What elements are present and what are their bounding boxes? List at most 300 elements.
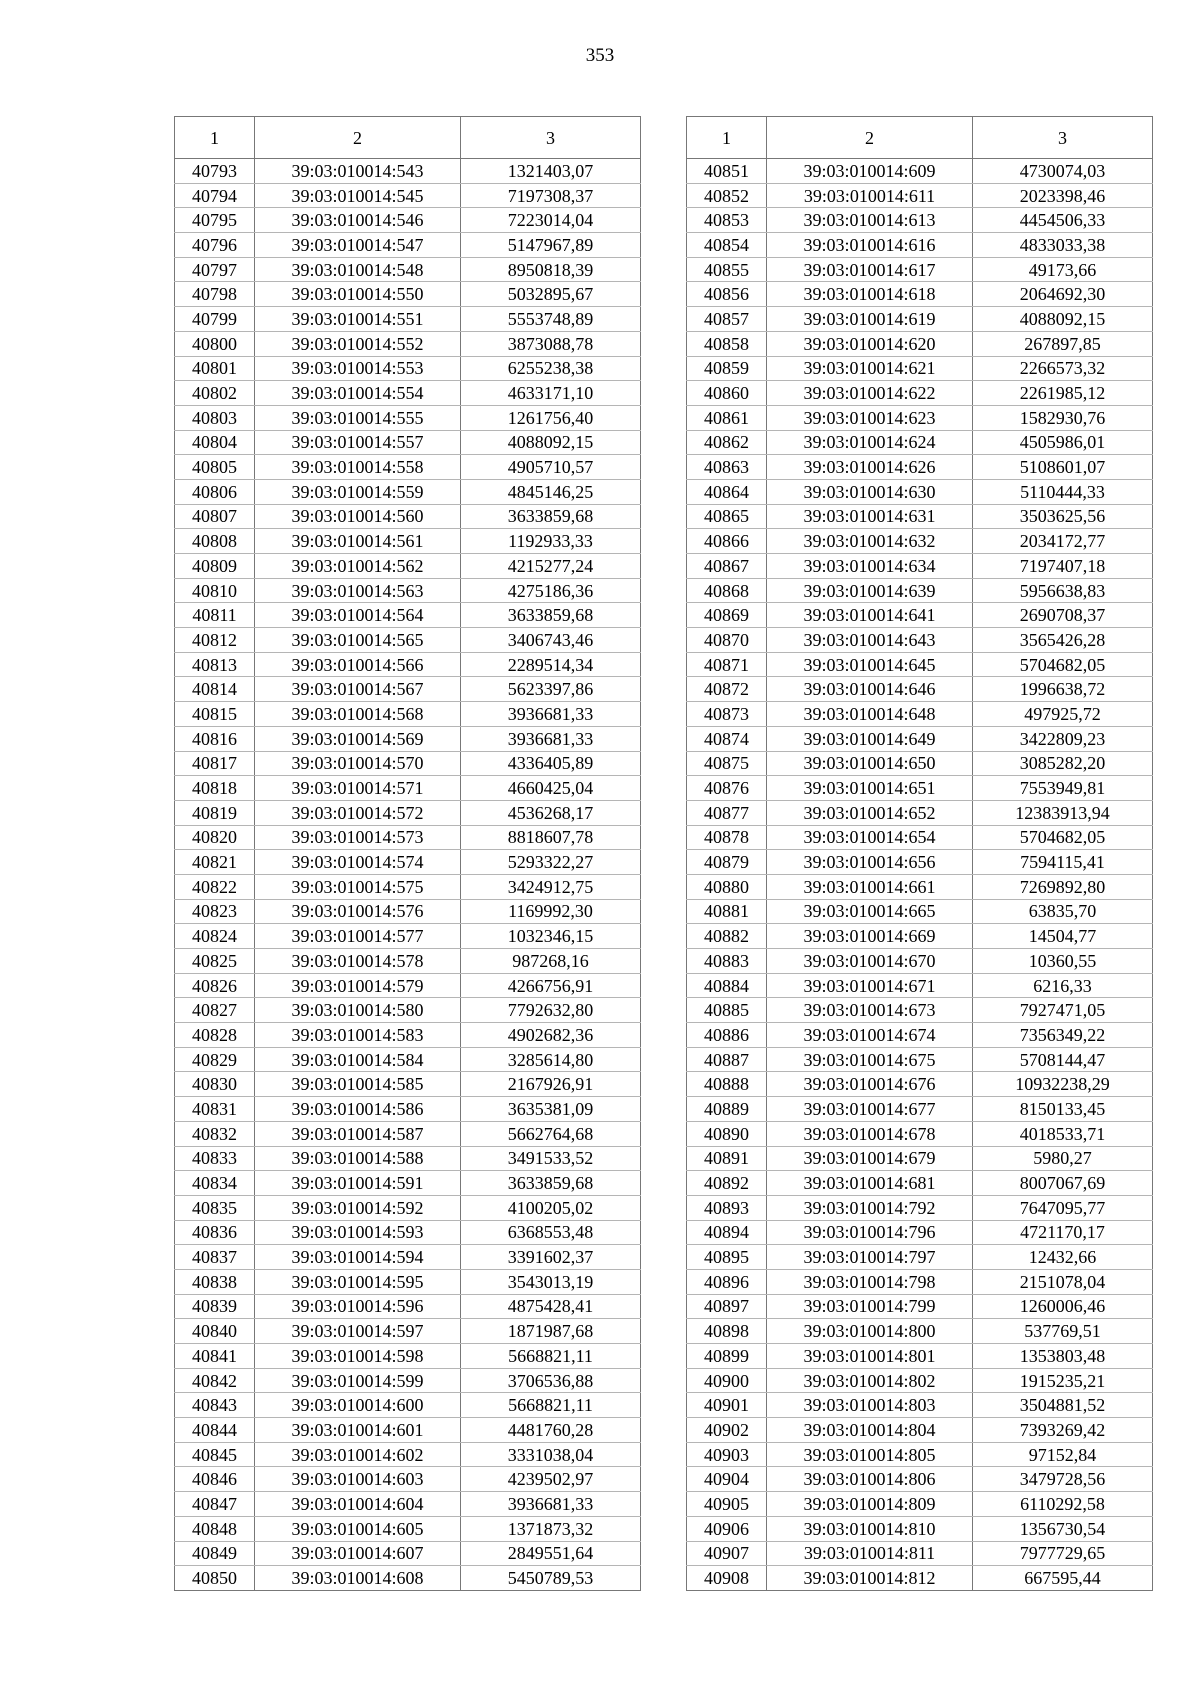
row-number-cell: 40845 bbox=[175, 1442, 255, 1467]
value-cell: 5293322,27 bbox=[461, 850, 641, 875]
value-cell: 3936681,33 bbox=[461, 726, 641, 751]
cadastral-number-cell: 39:03:010014:569 bbox=[255, 726, 461, 751]
value-cell: 14504,77 bbox=[973, 924, 1153, 949]
row-number-cell: 40884 bbox=[687, 973, 767, 998]
value-cell: 8818607,78 bbox=[461, 825, 641, 850]
row-number-cell: 40891 bbox=[687, 1146, 767, 1171]
table-row bbox=[687, 1146, 1153, 1171]
cadastral-number-cell: 39:03:010014:607 bbox=[255, 1541, 461, 1566]
table-row bbox=[687, 751, 1153, 776]
cadastral-number-cell: 39:03:010014:654 bbox=[767, 825, 973, 850]
table-row bbox=[175, 1171, 641, 1196]
table-row bbox=[175, 1097, 641, 1122]
table-row bbox=[175, 208, 641, 233]
value-cell: 7197407,18 bbox=[973, 554, 1153, 579]
cadastral-number-cell: 39:03:010014:631 bbox=[767, 504, 973, 529]
row-number-cell: 40856 bbox=[687, 282, 767, 307]
value-cell: 7393269,42 bbox=[973, 1418, 1153, 1443]
table-row bbox=[687, 850, 1153, 875]
value-cell: 3543013,19 bbox=[461, 1269, 641, 1294]
cadastral-number-cell: 39:03:010014:622 bbox=[767, 381, 973, 406]
table-row bbox=[175, 1319, 641, 1344]
value-cell: 4215277,24 bbox=[461, 554, 641, 579]
value-cell: 987268,16 bbox=[461, 949, 641, 974]
table-row bbox=[175, 381, 641, 406]
value-cell: 2289514,34 bbox=[461, 652, 641, 677]
value-cell: 2151078,04 bbox=[973, 1269, 1153, 1294]
row-number-cell: 40799 bbox=[175, 307, 255, 332]
table-row bbox=[687, 159, 1153, 184]
value-cell: 3491533,52 bbox=[461, 1146, 641, 1171]
value-cell: 4633171,10 bbox=[461, 381, 641, 406]
row-number-cell: 40850 bbox=[175, 1566, 255, 1591]
value-cell: 10360,55 bbox=[973, 949, 1153, 974]
cadastral-number-cell: 39:03:010014:676 bbox=[767, 1072, 973, 1097]
value-cell: 5032895,67 bbox=[461, 282, 641, 307]
row-number-cell: 40869 bbox=[687, 603, 767, 628]
table-row bbox=[175, 899, 641, 924]
row-number-cell: 40833 bbox=[175, 1146, 255, 1171]
table-row bbox=[175, 1368, 641, 1393]
value-cell: 6110292,58 bbox=[973, 1492, 1153, 1517]
value-cell: 1169992,30 bbox=[461, 899, 641, 924]
row-number-cell: 40871 bbox=[687, 652, 767, 677]
row-number-cell: 40797 bbox=[175, 257, 255, 282]
table-row bbox=[687, 405, 1153, 430]
row-number-cell: 40815 bbox=[175, 702, 255, 727]
cadastral-number-cell: 39:03:010014:572 bbox=[255, 800, 461, 825]
row-number-cell: 40873 bbox=[687, 702, 767, 727]
value-cell: 2261985,12 bbox=[973, 381, 1153, 406]
value-cell: 4875428,41 bbox=[461, 1294, 641, 1319]
table-row bbox=[175, 405, 641, 430]
cadastral-number-cell: 39:03:010014:645 bbox=[767, 652, 973, 677]
value-cell: 2167926,91 bbox=[461, 1072, 641, 1097]
value-cell: 49173,66 bbox=[973, 257, 1153, 282]
table-row bbox=[175, 1245, 641, 1270]
cadastral-number-cell: 39:03:010014:626 bbox=[767, 455, 973, 480]
table-row bbox=[687, 899, 1153, 924]
cadastral-number-cell: 39:03:010014:562 bbox=[255, 554, 461, 579]
row-number-cell: 40794 bbox=[175, 183, 255, 208]
row-number-cell: 40852 bbox=[687, 183, 767, 208]
row-number-cell: 40878 bbox=[687, 825, 767, 850]
cadastral-number-cell: 39:03:010014:603 bbox=[255, 1467, 461, 1492]
cadastral-number-cell: 39:03:010014:546 bbox=[255, 208, 461, 233]
cadastral-number-cell: 39:03:010014:611 bbox=[767, 183, 973, 208]
cadastral-number-cell: 39:03:010014:620 bbox=[767, 331, 973, 356]
row-number-cell: 40877 bbox=[687, 800, 767, 825]
row-number-cell: 40899 bbox=[687, 1344, 767, 1369]
cadastral-number-cell: 39:03:010014:584 bbox=[255, 1047, 461, 1072]
cadastral-number-cell: 39:03:010014:641 bbox=[767, 603, 973, 628]
value-cell: 4505986,01 bbox=[973, 430, 1153, 455]
row-number-cell: 40806 bbox=[175, 479, 255, 504]
cadastral-number-cell: 39:03:010014:571 bbox=[255, 776, 461, 801]
table-row bbox=[687, 702, 1153, 727]
cadastral-number-cell: 39:03:010014:566 bbox=[255, 652, 461, 677]
value-cell: 4730074,03 bbox=[973, 159, 1153, 184]
table-row bbox=[175, 257, 641, 282]
cadastral-number-cell: 39:03:010014:585 bbox=[255, 1072, 461, 1097]
cadastral-number-cell: 39:03:010014:613 bbox=[767, 208, 973, 233]
cadastral-number-cell: 39:03:010014:812 bbox=[767, 1566, 973, 1591]
value-cell: 7223014,04 bbox=[461, 208, 641, 233]
table-row bbox=[175, 874, 641, 899]
value-cell: 5110444,33 bbox=[973, 479, 1153, 504]
column-header-1: 1 bbox=[175, 117, 255, 159]
table-row bbox=[687, 578, 1153, 603]
cadastral-number-cell: 39:03:010014:576 bbox=[255, 899, 461, 924]
cadastral-number-cell: 39:03:010014:643 bbox=[767, 628, 973, 653]
table-row bbox=[175, 998, 641, 1023]
table-row bbox=[687, 208, 1153, 233]
table-row bbox=[175, 850, 641, 875]
row-number-cell: 40814 bbox=[175, 677, 255, 702]
row-number-cell: 40835 bbox=[175, 1195, 255, 1220]
cadastral-number-cell: 39:03:010014:805 bbox=[767, 1442, 973, 1467]
table-row bbox=[175, 331, 641, 356]
row-number-cell: 40818 bbox=[175, 776, 255, 801]
table-row bbox=[687, 998, 1153, 1023]
cadastral-number-cell: 39:03:010014:595 bbox=[255, 1269, 461, 1294]
value-cell: 6255238,38 bbox=[461, 356, 641, 381]
value-cell: 4336405,89 bbox=[461, 751, 641, 776]
value-cell: 3706536,88 bbox=[461, 1368, 641, 1393]
cadastral-number-cell: 39:03:010014:665 bbox=[767, 899, 973, 924]
row-number-cell: 40846 bbox=[175, 1467, 255, 1492]
row-number-cell: 40854 bbox=[687, 233, 767, 258]
value-cell: 3936681,33 bbox=[461, 1492, 641, 1517]
cadastral-number-cell: 39:03:010014:560 bbox=[255, 504, 461, 529]
row-number-cell: 40902 bbox=[687, 1418, 767, 1443]
table-row bbox=[687, 1516, 1153, 1541]
row-number-cell: 40897 bbox=[687, 1294, 767, 1319]
cadastral-number-cell: 39:03:010014:554 bbox=[255, 381, 461, 406]
row-number-cell: 40801 bbox=[175, 356, 255, 381]
value-cell: 7594115,41 bbox=[973, 850, 1153, 875]
value-cell: 4239502,97 bbox=[461, 1467, 641, 1492]
cadastral-number-cell: 39:03:010014:811 bbox=[767, 1541, 973, 1566]
right-table bbox=[686, 116, 1153, 1591]
row-number-cell: 40905 bbox=[687, 1492, 767, 1517]
cadastral-number-cell: 39:03:010014:621 bbox=[767, 356, 973, 381]
table-row bbox=[175, 1418, 641, 1443]
cadastral-number-cell: 39:03:010014:634 bbox=[767, 554, 973, 579]
cadastral-number-cell: 39:03:010014:616 bbox=[767, 233, 973, 258]
row-number-cell: 40895 bbox=[687, 1245, 767, 1270]
value-cell: 1356730,54 bbox=[973, 1516, 1153, 1541]
value-cell: 3633859,68 bbox=[461, 504, 641, 529]
cadastral-number-cell: 39:03:010014:550 bbox=[255, 282, 461, 307]
cadastral-number-cell: 39:03:010014:800 bbox=[767, 1319, 973, 1344]
row-number-cell: 40883 bbox=[687, 949, 767, 974]
table-row bbox=[175, 1072, 641, 1097]
row-number-cell: 40831 bbox=[175, 1097, 255, 1122]
cadastral-number-cell: 39:03:010014:609 bbox=[767, 159, 973, 184]
value-cell: 12383913,94 bbox=[973, 800, 1153, 825]
table-row bbox=[687, 356, 1153, 381]
value-cell: 3504881,52 bbox=[973, 1393, 1153, 1418]
table-row bbox=[687, 1121, 1153, 1146]
row-number-cell: 40893 bbox=[687, 1195, 767, 1220]
value-cell: 8007067,69 bbox=[973, 1171, 1153, 1196]
row-number-cell: 40822 bbox=[175, 874, 255, 899]
cadastral-number-cell: 39:03:010014:563 bbox=[255, 578, 461, 603]
cadastral-number-cell: 39:03:010014:592 bbox=[255, 1195, 461, 1220]
cadastral-number-cell: 39:03:010014:678 bbox=[767, 1121, 973, 1146]
table-row bbox=[687, 949, 1153, 974]
row-number-cell: 40837 bbox=[175, 1245, 255, 1270]
table-row bbox=[175, 776, 641, 801]
row-number-cell: 40860 bbox=[687, 381, 767, 406]
table-row bbox=[175, 183, 641, 208]
row-number-cell: 40861 bbox=[687, 405, 767, 430]
header-row bbox=[175, 117, 641, 159]
row-number-cell: 40889 bbox=[687, 1097, 767, 1122]
table-row bbox=[175, 356, 641, 381]
table-row bbox=[175, 1047, 641, 1072]
row-number-cell: 40907 bbox=[687, 1541, 767, 1566]
table-row bbox=[175, 159, 641, 184]
table-row bbox=[687, 1467, 1153, 1492]
table-row bbox=[175, 677, 641, 702]
row-number-cell: 40840 bbox=[175, 1319, 255, 1344]
value-cell: 1871987,68 bbox=[461, 1319, 641, 1344]
value-cell: 7927471,05 bbox=[973, 998, 1153, 1023]
value-cell: 6368553,48 bbox=[461, 1220, 641, 1245]
cadastral-number-cell: 39:03:010014:673 bbox=[767, 998, 973, 1023]
cadastral-number-cell: 39:03:010014:670 bbox=[767, 949, 973, 974]
row-number-cell: 40838 bbox=[175, 1269, 255, 1294]
cadastral-number-cell: 39:03:010014:565 bbox=[255, 628, 461, 653]
value-cell: 4833033,38 bbox=[973, 233, 1153, 258]
value-cell: 1032346,15 bbox=[461, 924, 641, 949]
value-cell: 3479728,56 bbox=[973, 1467, 1153, 1492]
table-row bbox=[175, 1269, 641, 1294]
value-cell: 4902682,36 bbox=[461, 1023, 641, 1048]
value-cell: 5450789,53 bbox=[461, 1566, 641, 1591]
table-row bbox=[687, 1492, 1153, 1517]
value-cell: 3633859,68 bbox=[461, 603, 641, 628]
table-row bbox=[175, 504, 641, 529]
value-cell: 7269892,80 bbox=[973, 874, 1153, 899]
row-number-cell: 40874 bbox=[687, 726, 767, 751]
row-number-cell: 40844 bbox=[175, 1418, 255, 1443]
value-cell: 5668821,11 bbox=[461, 1344, 641, 1369]
row-number-cell: 40906 bbox=[687, 1516, 767, 1541]
value-cell: 4266756,91 bbox=[461, 973, 641, 998]
row-number-cell: 40813 bbox=[175, 652, 255, 677]
column-header-1: 1 bbox=[687, 117, 767, 159]
row-number-cell: 40851 bbox=[687, 159, 767, 184]
value-cell: 3565426,28 bbox=[973, 628, 1153, 653]
table-row bbox=[687, 1245, 1153, 1270]
cadastral-number-cell: 39:03:010014:547 bbox=[255, 233, 461, 258]
cadastral-number-cell: 39:03:010014:648 bbox=[767, 702, 973, 727]
right-table-body bbox=[687, 159, 1153, 1591]
cadastral-number-cell: 39:03:010014:593 bbox=[255, 1220, 461, 1245]
table-row bbox=[175, 726, 641, 751]
table-row bbox=[687, 554, 1153, 579]
row-number-cell: 40824 bbox=[175, 924, 255, 949]
table-row bbox=[175, 1467, 641, 1492]
cadastral-number-cell: 39:03:010014:661 bbox=[767, 874, 973, 899]
cadastral-number-cell: 39:03:010014:545 bbox=[255, 183, 461, 208]
cadastral-number-cell: 39:03:010014:586 bbox=[255, 1097, 461, 1122]
row-number-cell: 40808 bbox=[175, 529, 255, 554]
value-cell: 4845146,25 bbox=[461, 479, 641, 504]
value-cell: 3085282,20 bbox=[973, 751, 1153, 776]
value-cell: 7647095,77 bbox=[973, 1195, 1153, 1220]
cadastral-number-cell: 39:03:010014:551 bbox=[255, 307, 461, 332]
row-number-cell: 40875 bbox=[687, 751, 767, 776]
cadastral-number-cell: 39:03:010014:630 bbox=[767, 479, 973, 504]
row-number-cell: 40847 bbox=[175, 1492, 255, 1517]
table-row bbox=[687, 603, 1153, 628]
cadastral-number-cell: 39:03:010014:649 bbox=[767, 726, 973, 751]
row-number-cell: 40804 bbox=[175, 430, 255, 455]
value-cell: 6216,33 bbox=[973, 973, 1153, 998]
table-row bbox=[687, 1566, 1153, 1591]
cadastral-number-cell: 39:03:010014:624 bbox=[767, 430, 973, 455]
value-cell: 3422809,23 bbox=[973, 726, 1153, 751]
value-cell: 5708144,47 bbox=[973, 1047, 1153, 1072]
value-cell: 3406743,46 bbox=[461, 628, 641, 653]
table-row bbox=[175, 1146, 641, 1171]
cadastral-number-cell: 39:03:010014:792 bbox=[767, 1195, 973, 1220]
table-row bbox=[687, 381, 1153, 406]
table-row bbox=[175, 603, 641, 628]
table-row bbox=[687, 455, 1153, 480]
value-cell: 4660425,04 bbox=[461, 776, 641, 801]
cadastral-number-cell: 39:03:010014:594 bbox=[255, 1245, 461, 1270]
cadastral-number-cell: 39:03:010014:804 bbox=[767, 1418, 973, 1443]
row-number-cell: 40819 bbox=[175, 800, 255, 825]
row-number-cell: 40793 bbox=[175, 159, 255, 184]
row-number-cell: 40842 bbox=[175, 1368, 255, 1393]
cadastral-number-cell: 39:03:010014:601 bbox=[255, 1418, 461, 1443]
table-row bbox=[687, 726, 1153, 751]
row-number-cell: 40800 bbox=[175, 331, 255, 356]
cadastral-number-cell: 39:03:010014:583 bbox=[255, 1023, 461, 1048]
cadastral-number-cell: 39:03:010014:557 bbox=[255, 430, 461, 455]
value-cell: 63835,70 bbox=[973, 899, 1153, 924]
value-cell: 3331038,04 bbox=[461, 1442, 641, 1467]
value-cell: 1353803,48 bbox=[973, 1344, 1153, 1369]
row-number-cell: 40848 bbox=[175, 1516, 255, 1541]
table-row bbox=[175, 1492, 641, 1517]
value-cell: 4088092,15 bbox=[973, 307, 1153, 332]
value-cell: 10932238,29 bbox=[973, 1072, 1153, 1097]
value-cell: 5956638,83 bbox=[973, 578, 1153, 603]
cadastral-number-cell: 39:03:010014:604 bbox=[255, 1492, 461, 1517]
table-row bbox=[687, 677, 1153, 702]
value-cell: 1260006,46 bbox=[973, 1294, 1153, 1319]
table-row bbox=[687, 479, 1153, 504]
row-number-cell: 40825 bbox=[175, 949, 255, 974]
cadastral-number-cell: 39:03:010014:674 bbox=[767, 1023, 973, 1048]
left-table bbox=[174, 116, 641, 1591]
table-row bbox=[175, 554, 641, 579]
row-number-cell: 40853 bbox=[687, 208, 767, 233]
cadastral-number-cell: 39:03:010014:623 bbox=[767, 405, 973, 430]
row-number-cell: 40903 bbox=[687, 1442, 767, 1467]
row-number-cell: 40896 bbox=[687, 1269, 767, 1294]
row-number-cell: 40862 bbox=[687, 430, 767, 455]
row-number-cell: 40817 bbox=[175, 751, 255, 776]
value-cell: 667595,44 bbox=[973, 1566, 1153, 1591]
table-row bbox=[175, 1294, 641, 1319]
row-number-cell: 40832 bbox=[175, 1121, 255, 1146]
table-row bbox=[687, 1393, 1153, 1418]
table-row bbox=[175, 578, 641, 603]
cadastral-number-cell: 39:03:010014:675 bbox=[767, 1047, 973, 1072]
row-number-cell: 40872 bbox=[687, 677, 767, 702]
table-row bbox=[687, 331, 1153, 356]
value-cell: 5662764,68 bbox=[461, 1121, 641, 1146]
table-row bbox=[687, 800, 1153, 825]
row-number-cell: 40892 bbox=[687, 1171, 767, 1196]
table-row bbox=[687, 776, 1153, 801]
value-cell: 3503625,56 bbox=[973, 504, 1153, 529]
row-number-cell: 40802 bbox=[175, 381, 255, 406]
cadastral-number-cell: 39:03:010014:802 bbox=[767, 1368, 973, 1393]
row-number-cell: 40830 bbox=[175, 1072, 255, 1097]
value-cell: 97152,84 bbox=[973, 1442, 1153, 1467]
row-number-cell: 40796 bbox=[175, 233, 255, 258]
cadastral-number-cell: 39:03:010014:597 bbox=[255, 1319, 461, 1344]
cadastral-number-cell: 39:03:010014:596 bbox=[255, 1294, 461, 1319]
value-cell: 4275186,36 bbox=[461, 578, 641, 603]
table-row bbox=[175, 1344, 641, 1369]
table-row bbox=[175, 430, 641, 455]
row-number-cell: 40834 bbox=[175, 1171, 255, 1196]
row-number-cell: 40885 bbox=[687, 998, 767, 1023]
value-cell: 5704682,05 bbox=[973, 825, 1153, 850]
table-row bbox=[175, 282, 641, 307]
value-cell: 5668821,11 bbox=[461, 1393, 641, 1418]
row-number-cell: 40904 bbox=[687, 1467, 767, 1492]
cadastral-number-cell: 39:03:010014:564 bbox=[255, 603, 461, 628]
table-row bbox=[687, 1195, 1153, 1220]
cadastral-number-cell: 39:03:010014:632 bbox=[767, 529, 973, 554]
cadastral-number-cell: 39:03:010014:568 bbox=[255, 702, 461, 727]
table-row bbox=[175, 973, 641, 998]
row-number-cell: 40894 bbox=[687, 1220, 767, 1245]
value-cell: 4088092,15 bbox=[461, 430, 641, 455]
value-cell: 3633859,68 bbox=[461, 1171, 641, 1196]
table-row bbox=[687, 183, 1153, 208]
table-row bbox=[687, 1344, 1153, 1369]
row-number-cell: 40900 bbox=[687, 1368, 767, 1393]
cadastral-number-cell: 39:03:010014:570 bbox=[255, 751, 461, 776]
value-cell: 3424912,75 bbox=[461, 874, 641, 899]
cadastral-number-cell: 39:03:010014:602 bbox=[255, 1442, 461, 1467]
cadastral-number-cell: 39:03:010014:796 bbox=[767, 1220, 973, 1245]
value-cell: 1915235,21 bbox=[973, 1368, 1153, 1393]
table-row bbox=[687, 924, 1153, 949]
header-row bbox=[687, 117, 1153, 159]
value-cell: 2023398,46 bbox=[973, 183, 1153, 208]
row-number-cell: 40826 bbox=[175, 973, 255, 998]
row-number-cell: 40879 bbox=[687, 850, 767, 875]
cadastral-number-cell: 39:03:010014:580 bbox=[255, 998, 461, 1023]
row-number-cell: 40868 bbox=[687, 578, 767, 603]
cadastral-number-cell: 39:03:010014:600 bbox=[255, 1393, 461, 1418]
value-cell: 267897,85 bbox=[973, 331, 1153, 356]
cadastral-number-cell: 39:03:010014:652 bbox=[767, 800, 973, 825]
